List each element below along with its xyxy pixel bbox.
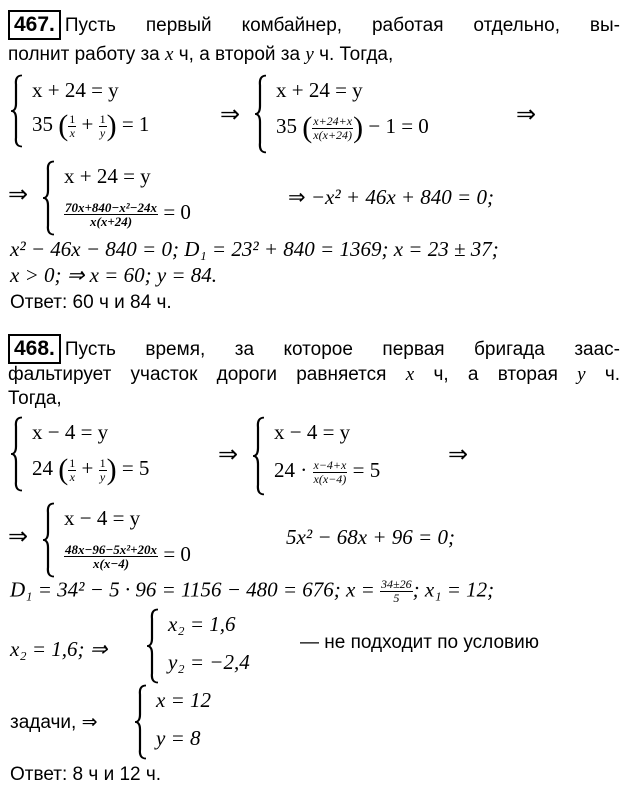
arrow-icon: ⇒ — [218, 442, 239, 468]
brace-icon — [252, 416, 266, 496]
equation: 35 ( $\frac{x+24+x}{x(x+24)}$ ) − 1 = 0 — [276, 111, 429, 145]
equation: x − 4 = y — [64, 506, 141, 530]
equation: x + 24 = y — [32, 78, 119, 102]
p468-system-1 — [10, 416, 230, 492]
arrow-icon: ⇒ — [8, 182, 29, 208]
brace-icon — [254, 74, 268, 154]
brace-icon — [10, 74, 24, 148]
p467-system-3 — [42, 160, 282, 236]
equation: 24 ( $\frac{1}{x}$ + $\frac{1}{y}$ ) = 5 — [32, 453, 150, 487]
brace-icon — [42, 502, 56, 578]
problem-number-467: 467. — [8, 10, 61, 40]
brace-icon — [134, 684, 148, 760]
p468-line1: 468. Пусть время, за которое первая бригада заас- — [8, 334, 620, 364]
p467-discriminant: x² − 46x − 840 = 0; D₁ = 23² + 840 = 1369; x = 23 ± 37; — [10, 237, 499, 261]
p467-system-1 — [10, 74, 240, 148]
equation: x + 24 = y — [64, 164, 151, 188]
p467-system-2 — [254, 74, 537, 154]
p468-answer: Ответ: 8 ч и 12 ч. — [10, 764, 162, 785]
equation: x₂ = 1,6 — [168, 612, 236, 636]
p468-not-fit: — не подходит по условию — [300, 632, 540, 653]
p467-answer: Ответ: 60 ч и 84 ч. — [10, 292, 172, 313]
brace-icon — [10, 416, 24, 492]
problem-number-468: 468. — [8, 334, 61, 364]
p467-result: x > 0; ⇒ x = 60; y = 84. — [10, 263, 218, 287]
arrow-icon: ⇒ — [516, 102, 537, 128]
equation: $\frac{\text{70x+840−x²−24x}}{x(x+24)}$ = 0 — [65, 199, 191, 229]
arrow-icon: ⇒ — [448, 442, 469, 468]
equation: x − 4 = y — [32, 420, 109, 444]
arrow-icon: ⇒ — [220, 102, 241, 128]
p468-system-2 — [252, 416, 472, 496]
p468-discriminant: D₁ = 34² − 5 · 96 = 1156 − 480 = 676; x = $\frac{34\pm 26}{5}$ ; x₁ = 12; — [10, 577, 495, 605]
equation: $\frac{\text{48x−96−5x²+20x}}{x(x-4)}$ = 0 — [65, 541, 191, 571]
p467-line2: полнит работу за x ч, а второй за y ч. Тогда, — [8, 44, 394, 65]
p468-system-5 — [134, 684, 254, 760]
equation: y₂ = −2,4 — [168, 650, 250, 674]
p468-line2: фальтирует участок дороги равняется x ч, а вторая y ч. — [8, 364, 621, 385]
equation: 35 ( $\frac{1}{x}$ + $\frac{1}{y}$ ) = 1 — [32, 109, 150, 143]
p468-system-4 — [146, 608, 286, 684]
p468-tasks: задачи, ⇒ — [10, 712, 98, 733]
equation: 24 · $\frac{x-4+x}{x(x-4)}$ = 5 — [274, 457, 381, 486]
brace-icon — [146, 608, 160, 684]
p467-line1: 467. Пусть первый комбайнер, работая отдельно, вы- — [8, 10, 620, 40]
equation: x − 4 = y — [274, 420, 351, 444]
equation: y = 8 — [156, 726, 201, 750]
equation: x = 12 — [156, 688, 211, 712]
p468-system-3 — [42, 502, 282, 578]
p468-line3: Тогда, — [8, 388, 62, 409]
p468-x2: x₂ = 1,6; ⇒ — [10, 637, 108, 661]
brace-icon — [42, 160, 56, 236]
p467-quadratic: ⇒ −x² + 46x + 840 = 0; — [288, 185, 494, 209]
arrow-icon: ⇒ — [8, 524, 29, 550]
p468-quadratic: 5x² − 68x + 96 = 0; — [286, 525, 455, 549]
equation: x + 24 = y — [276, 78, 363, 102]
